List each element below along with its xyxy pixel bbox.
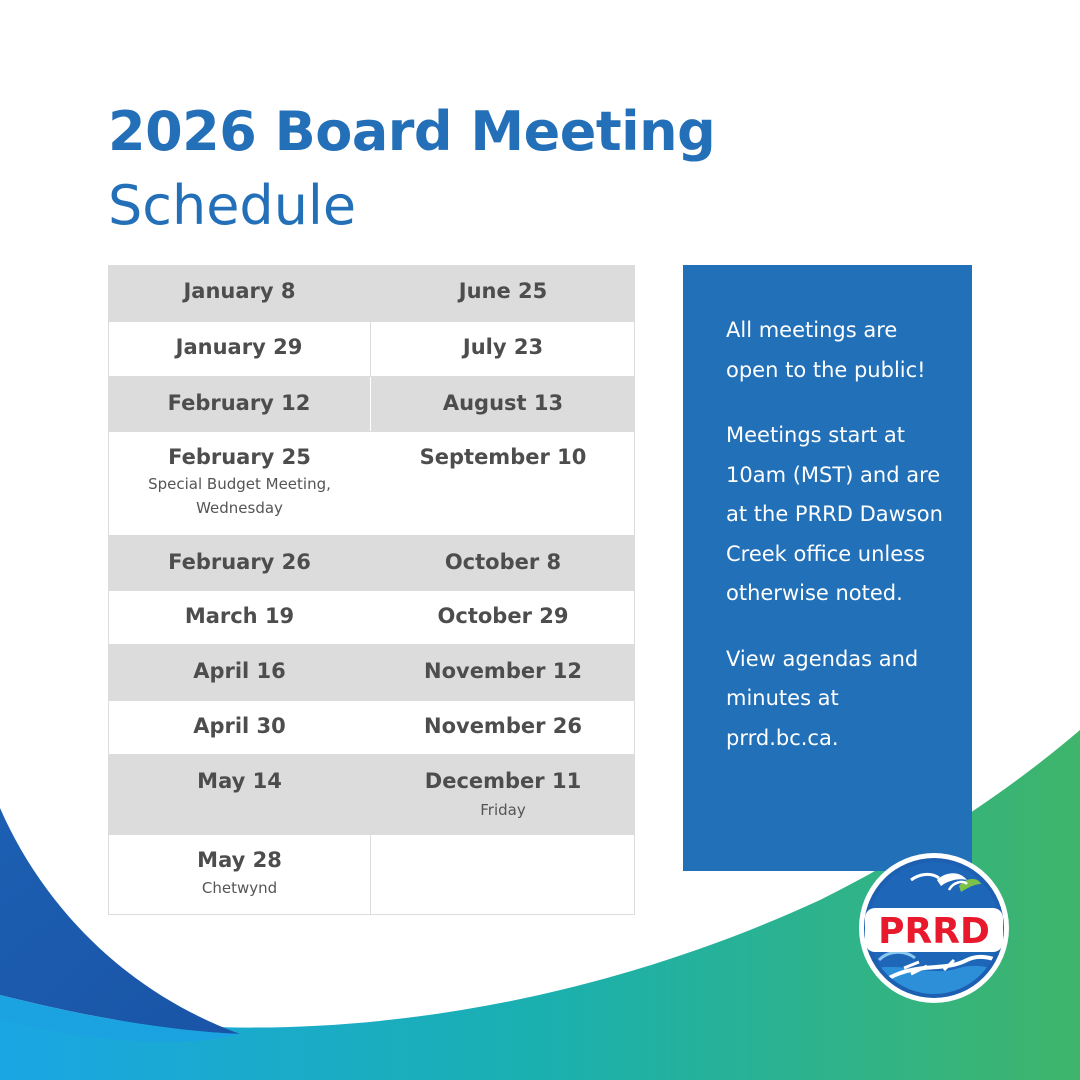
- schedule-cell: [108, 265, 371, 321]
- meeting-date: August 13: [442, 391, 564, 415]
- meeting-date: November 12: [424, 659, 582, 683]
- table-row: [108, 645, 635, 700]
- meeting-note: Chetwynd: [201, 879, 278, 897]
- schedule-cell: [108, 431, 371, 536]
- meeting-date: April 16: [193, 659, 286, 683]
- meeting-date: March 19: [184, 604, 295, 628]
- schedule-cell: [108, 645, 371, 700]
- meeting-date: February 26: [168, 550, 311, 574]
- meeting-date: June 25: [458, 279, 548, 303]
- schedule-cell: [108, 321, 371, 377]
- table-row: [108, 377, 635, 431]
- info-paragraph-open: All meetings are open to the public!: [726, 318, 926, 382]
- schedule-cell: [371, 645, 635, 700]
- schedule-cell: [108, 700, 371, 755]
- meeting-date: January 29: [175, 335, 303, 359]
- schedule-cell: [371, 590, 635, 645]
- table-row: [108, 590, 635, 645]
- meeting-date: April 30: [193, 714, 286, 738]
- table-row: [108, 265, 635, 321]
- page-subtitle: Schedule: [108, 174, 357, 237]
- meeting-date: July 23: [462, 335, 544, 359]
- schedule-cell: [371, 377, 635, 431]
- meeting-note: Special Budget Meeting, Wednesday: [148, 475, 331, 517]
- meeting-date: February 25: [168, 445, 311, 469]
- schedule-cell: [371, 755, 635, 835]
- table-row: [108, 431, 635, 536]
- table-row: [108, 321, 635, 377]
- schedule-cell: [371, 321, 635, 377]
- meeting-date: October 29: [437, 604, 569, 628]
- schedule-cell: [108, 835, 371, 915]
- table-row: [108, 835, 635, 915]
- schedule-cell: [108, 755, 371, 835]
- meeting-date: September 10: [419, 445, 587, 469]
- info-panel: [683, 265, 972, 871]
- meeting-date: December 11: [424, 769, 582, 793]
- schedule-cell: [108, 590, 371, 645]
- schedule-cell-empty: [371, 835, 635, 915]
- meeting-date: January 8: [183, 279, 296, 303]
- prrd-logo-icon: [849, 850, 1019, 1006]
- schedule-cell: [371, 265, 635, 321]
- schedule-cell: [108, 536, 371, 590]
- info-paragraph-agendas: View agendas and minutes at prrd.bc.ca.: [726, 646, 919, 750]
- table-row: [108, 536, 635, 590]
- meeting-date: November 26: [424, 714, 582, 738]
- meeting-date: February 12: [167, 391, 311, 415]
- schedule-cell: [371, 536, 635, 590]
- meeting-date: May 28: [197, 848, 282, 872]
- schedule-cell: [371, 431, 635, 536]
- schedule-table: [108, 265, 635, 915]
- meeting-note: Friday: [480, 801, 526, 819]
- schedule-cell: [108, 377, 371, 431]
- page-title: 2026 Board Meeting: [108, 100, 716, 163]
- info-paragraph-time-location: Meetings start at 10am (MST) and are at the PRRD Dawson Creek office unless otherwise noted.: [726, 423, 943, 605]
- schedule-cell: [371, 700, 635, 755]
- meeting-date: October 8: [444, 550, 562, 574]
- meeting-date: May 14: [197, 769, 282, 793]
- table-row: [108, 700, 635, 755]
- table-row: [108, 755, 635, 835]
- logo-text: PRRD: [878, 911, 990, 952]
